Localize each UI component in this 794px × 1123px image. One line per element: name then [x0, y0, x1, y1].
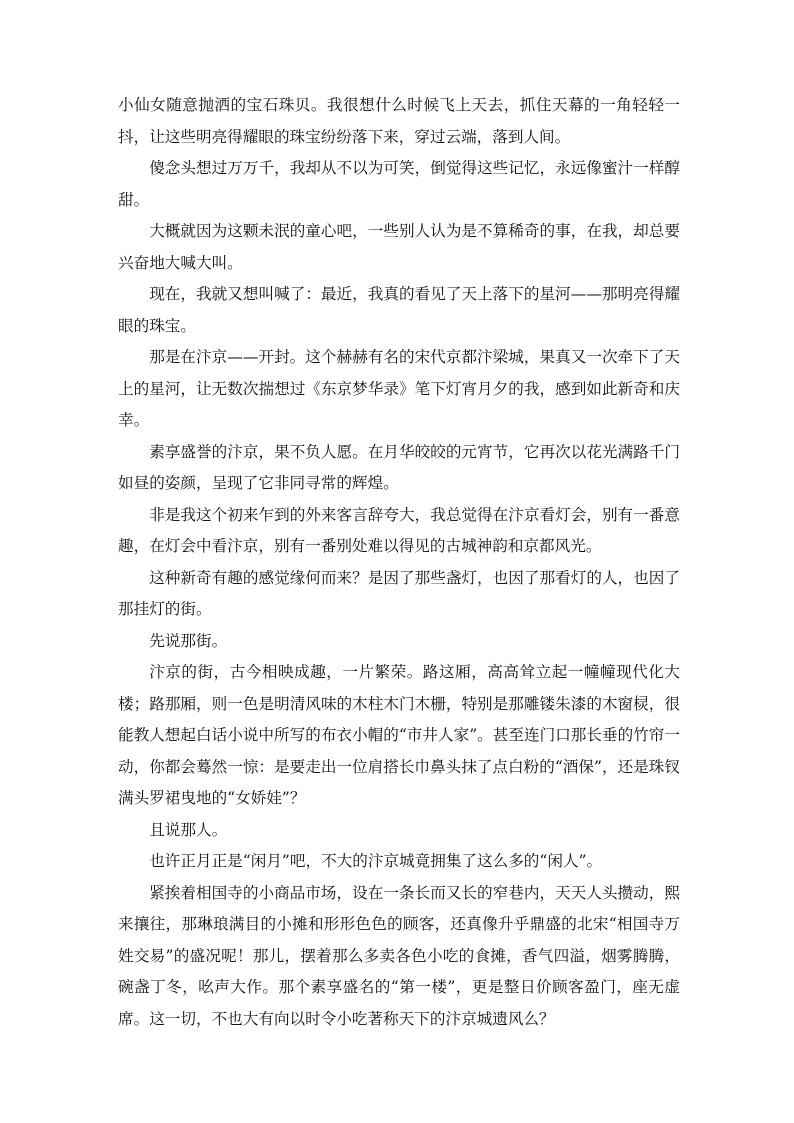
paragraph-6: 素享盛誉的汴京，果不负人愿。在月华皎皎的元宵节，它再次以花光满路千门如昼的姿颜，呈现了它非同寻常的辉煌。 [118, 442, 680, 492]
paragraph-5: 那是在汴京——开封。这个赫赫有名的宋代京都汴梁城，果真又一次牵下了天上的星河，让无数次揣想过《东京梦华录》笔下灯宵月夕的我，感到如此新奇和庆幸。 [118, 348, 680, 429]
paragraph-13: 紧挨着相国寺的小商品市场，设在一条长而又长的窄巷内，天天人头攒动，熙来攘往，那琳琅满目的小摊和形形色色的顾客，还真像升乎鼎盛的北宋“相国寺万姓交易”的盛况呢！那儿，摆着那么多卖各色小吃的食摊，香气四溢，烟雾腾腾，碗盏丁冬，吆声大作。那个素享盛名的“第一楼”，更是整日价顾客盈门，座无虚席。这一切，不也大有向以时令小吃著称天下的汴京城遗风么？ [118, 883, 680, 1028]
paragraph-4: 现在，我就又想叫喊了：最近，我真的看见了天上落下的星河——那明亮得耀眼的珠宝。 [118, 285, 680, 335]
document-page [118, 90, 680, 1035]
paragraph-10: 汴京的街，古今相映成趣，一片繁荣。路这厢，高高耸立起一幢幢现代化大楼；路那厢，则一色是明清风味的木柱木门木栅，特别是那雕镂朱漆的木窗棂，很能教人想起白话小说中所写的布衣小帽的“市井人家”。甚至连门口那长垂的竹帘一动，你都会蓦然一惊：是要走出一位肩搭长巾鼻头抹了点白粉的“酒保”，还是珠钗满头罗裙曳地的“女娇娃”？ [118, 663, 680, 807]
paragraph-12: 也许正月正是“闲月”吧，不大的汴京城竟拥集了这么多的“闲人”。 [149, 852, 603, 870]
paragraph-8: 这种新奇有趣的感觉缘何而来？是因了那些盏灯，也因了那看灯的人，也因了那挂灯的街。 [118, 568, 680, 618]
paragraph-1: 小仙女随意抛洒的宝石珠贝。我很想什么时候飞上天去，抓住天幕的一角轻轻一抖，让这些明亮得耀眼的珠宝纷纷落下来，穿过云端，落到人间。 [118, 96, 680, 146]
paragraph-2: 傻念头想过万万千，我却从不以为可笑，倒觉得这些记忆，永远像蜜汁一样醇甜。 [118, 159, 680, 209]
paragraph-7: 非是我这个初来乍到的外来客言辞夸大，我总觉得在汴京看灯会，别有一番意趣，在灯会中看汴京，别有一番别处难以得见的古城神韵和京都风光。 [118, 505, 680, 555]
paragraph-9: 先说那街。 [149, 631, 228, 650]
paragraph-3: 大概就因为这颗未泯的童心吧，一些别人认为是不算稀奇的事，在我，却总要兴奋地大喊大叫。 [118, 222, 680, 272]
paragraph-11: 且说那人。 [149, 820, 228, 839]
